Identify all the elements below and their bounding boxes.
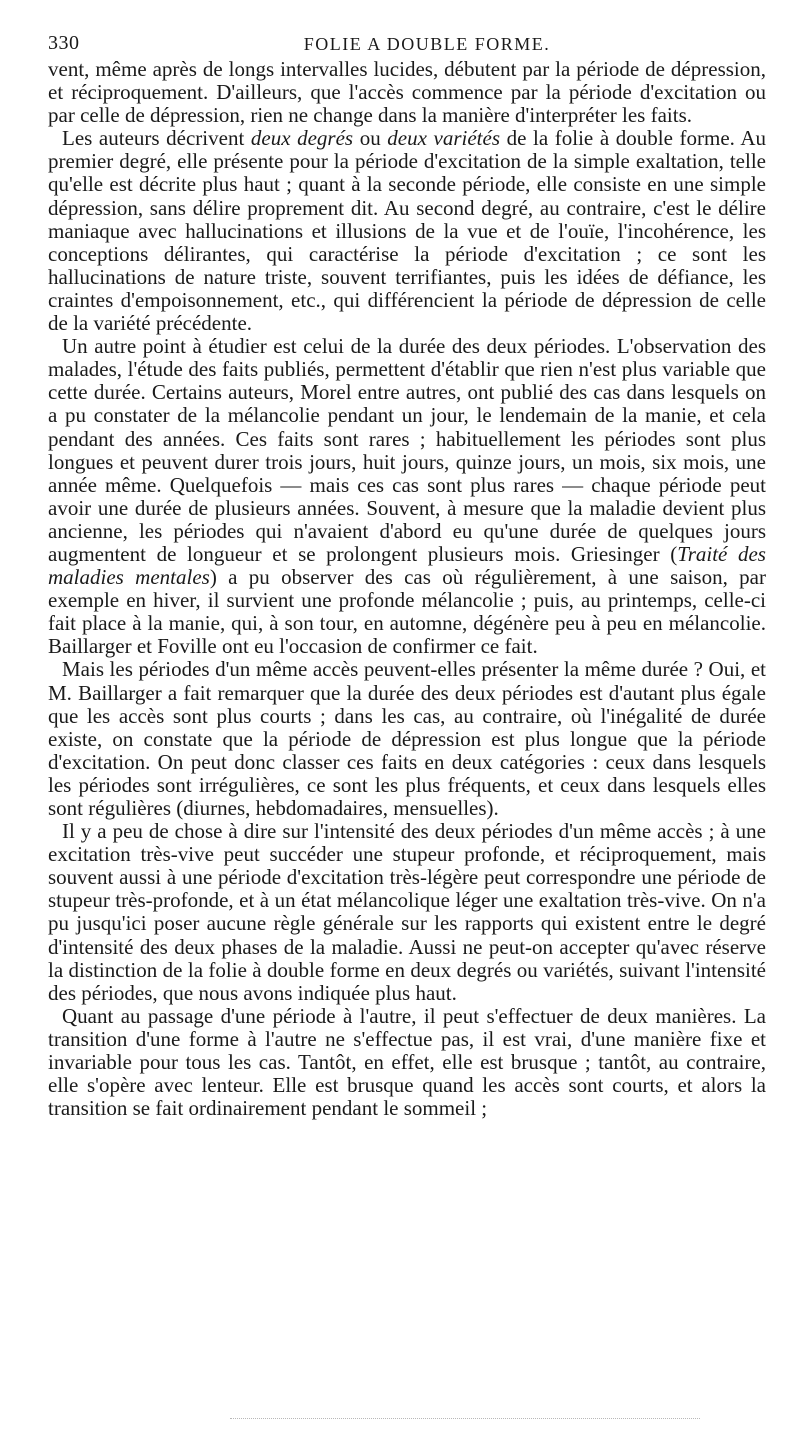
emphasis-deux-varietes: deux variétés [387,126,501,151]
emphasis-deux-degres: deux degrés [250,126,354,151]
page-number: 330 [48,32,80,54]
book-page [48,30,766,1120]
paragraph-transition: Quant au passage d'une période à l'autre, il peut s'effectuer de deux manières. La transition d'une forme à l'autre ne s'effectue pas, il est vrai, d'une manière fixe et invariable pour tous les cas. Tantôt, en effet, elle est brusque ; tantôt, au contraire, elle s'opère avec lenteur. Elle est brusque quand les accès sont courts, et alors la transition se fait ordinairement pendant le sommeil ; [48,1003,766,1121]
paragraph-duration-text-a: Un autre point à étudier est celui de la durée des deux périodes. L'observation des malades, l'étude des faits publiés, permettent d'établir que rien n'est plus variable que cette durée. Certains auteurs, Morel entre autres, ont publié des cas dans lesquels on a pu constater de la mélancolie pendant un jour, le lendemain de la manie, et cela pendant des années. Ces faits sont rares ; habituellement les périodes sont plus longues et peuvent durer trois jours, huit jours, quinze jours, un mois, six mois, une année même. Quelquefois — mais ces cas sont plus rares — chaque période peut avoir une durée de plusieurs années. Souvent, à mesure que la maladie devient plus ancienne, les périodes qui n'avaient d'abord eu qu'une durée de quelques jours augmentent de longueur et se prolongent plusieurs mois. Griesinger ( [48,334,766,566]
bottom-divider [230,1418,700,1419]
paragraph-degrees-text-c: de la folie à double forme. Au premier degré, elle présente pour la période d'excitation de la simple exaltation, telle qu'elle est décrite plus haut ; quant à la seconde période, elle consiste en une simple dépression, sans délire proprement dit. Au second degré, au contraire, c'est le délire maniaque avec hallucinations et illusions de la vue et de l'ouïe, l'incohérence, les conceptions délirantes, qui caractérise la période d'excitation ; ce sont les hallucinations de nature triste, souvent terrifiantes, puis les idées de défiance, les craintes d'empoisonnement, etc., qui différencient la période de dépression de celle de la variété précédente. [48,126,766,336]
running-title: FOLIE A DOUBLE FORME. [303,34,551,54]
paragraph-degrees-text-a: Les auteurs décrivent [62,126,251,151]
paragraph-duration [48,335,766,658]
running-head [48,30,766,58]
paragraph-degrees-text-b: ou [353,126,388,151]
paragraph-continuation: vent, même après de longs intervalles lucides, débutent par la période de dépression, et réciproquement. D'ailleurs, que l'accès commence par la période d'excitation ou par celle de dépression, rien ne change dans la manière d'interpréter les faits. [48,57,766,128]
paragraph-degrees [48,127,766,335]
paragraph-intensity: Il y a peu de chose à dire sur l'intensité des deux périodes d'un même accès ; à une excitation très-vive peut succéder une stupeur profonde, et réciproquement, mais souvent aussi à une période d'excitation très-légère peut correspondre une période de stupeur très-profonde, et à un état mélancolique léger une exaltation très-vive. On n'a pu jusqu'ici poser aucune règle générale sur les rapports qui existent entre le degré d'intensité des deux phases de la maladie. Aussi ne peut-on accepter qu'avec réserve la distinction de la folie à double forme en deux degrés ou variétés, suivant l'intensité des périodes, que nous avons indiquée plus haut. [48,819,766,1005]
emphasis-traite-title: Traité des maladies mentales [48,541,766,590]
paragraph-duration-text-b: ) a pu observer des cas où régulièrement, à une saison, par exemple en hiver, il survient une profonde mélancolie ; puis, au printemps, celle-ci fait place à la manie, qui, à son tour, en automne, dégénère peu à peu en mélancolie. Baillarger et Foville ont eu l'occasion de confirmer ce fait. [48,565,766,659]
paragraph-same-duration: Mais les périodes d'un même accès peuvent-elles présenter la même durée ? Oui, et M. Baillarger a fait remarquer que la durée des deux périodes est d'autant plus égale que les accès sont plus courts ; dans les cas, au contraire, où l'inégalité de durée existe, on constate que la période de dépression est plus longue que la période d'excitation. On peut donc classer ces faits en deux catégories : ceux dans lesquels les périodes sont irrégulières, ce sont les plus fréquents, et ceux dans lesquels elles sont régulières (diurnes, hebdomadaires, mensuelles). [48,657,766,820]
